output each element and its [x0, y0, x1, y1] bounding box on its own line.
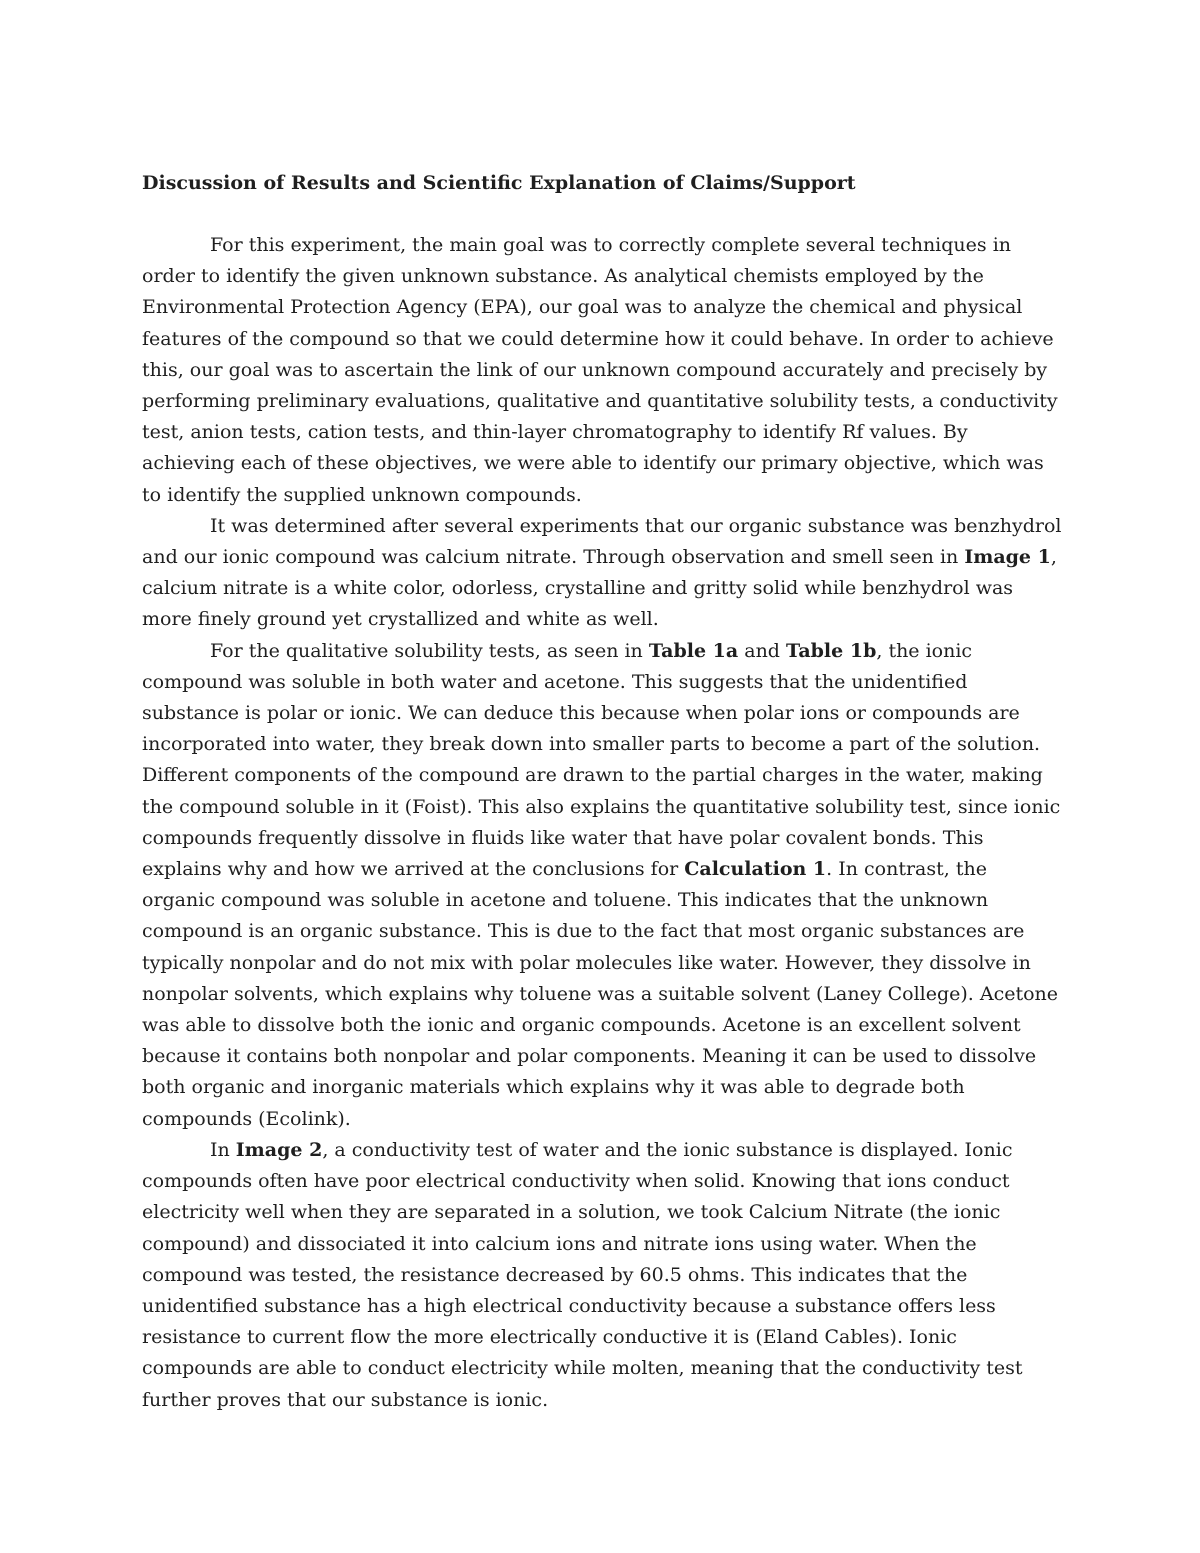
bold-reference: Table 1a: [648, 639, 739, 662]
bold-reference: Table 1b: [786, 639, 877, 662]
bold-reference: Calculation 1: [684, 858, 827, 881]
paragraph-text: For this experiment, the main goal was to correctly complete several techniques in order to identify the given unknown substance. As analytical chemists employed by the Environmental Protection Agency (EPA), our goal was to analyze the chemical and physical features of the compound so that we could determine how it could behave. In order to achieve this, our goal was to ascertain the link of our unknown compound accurately and precisely by performing preliminary evaluations, qualitative and quantitative solubility tests, a conductivity test, anion tests, cation tests, and thin-layer chromatography to identify Rf values. By achieving each of these objectives, we were able to identify our primary objective, which was to identify the supplied unknown compounds.: [142, 234, 1058, 506]
document-page: [142, 168, 1062, 1416]
paragraph-text: For the qualitative solubility tests, as seen in: [210, 639, 649, 662]
bold-reference: Image 2: [235, 1138, 323, 1161]
paragraph-text: , a conductivity test of water and the ionic substance is displayed. Ionic compounds often have poor electrical conductivity when solid. Knowing that ions conduct electricity well when they are separated in a solution, we took Calcium Nitrate (the ionic compound) and dissociated it into calcium ions and nitrate ions using water. When the compound was tested, the resistance decreased by 60.5 ohms. This indicates that the unidentified substance has a high electrical conductivity because a substance offers less resistance to current flow the more electrically conductive it is (Eland Cables). Ionic compounds are able to conduct electricity while molten, meaning that the conductivity test further proves that our substance is ionic.: [142, 1138, 1023, 1411]
paragraph-text: and: [738, 639, 787, 662]
paragraph-text: . In contrast, the organic compound was soluble in acetone and toluene. This indicates that the unknown compound is an organic substance. This is due to the fact that most organic substances are typically nonpolar and do not mix with polar molecules like water. However, they dissolve in nonpolar solvents, which explains why toluene was a suitable solvent (Laney College). Acetone was able to dissolve both the ionic and organic compounds. Acetone is an excellent solvent because it contains both nonpolar and polar components. Meaning it can be used to dissolve both organic and inorganic materials which explains why it was able to degrade both compounds (Ecolink).: [142, 858, 1059, 1130]
paragraph-text: In: [210, 1138, 236, 1161]
body-paragraph: [142, 230, 1062, 511]
section-heading: Discussion of Results and Scientific Explanation of Claims/Support: [142, 172, 856, 194]
document-body: [142, 230, 1062, 1416]
paragraph-text: , calcium nitrate is a white color, odorless, crystalline and gritty solid while benzhydrol was more finely ground yet crystallized and white as well.: [142, 546, 1057, 631]
paragraph-text: It was determined after several experiments that our organic substance was benzhydrol and our ionic compound was calcium nitrate. Through observation and smell seen in: [142, 514, 1062, 569]
bold-reference: Image 1: [964, 546, 1051, 569]
body-paragraph: [142, 636, 1062, 1135]
paragraph-text: , the ionic compound was soluble in both water and acetone. This suggests that the unidentified substance is polar or ionic. We can deduce this because when polar ions or compounds are incorporated into water, they break down into smaller parts to become a part of the solution. Different components of the compound are drawn to the partial charges in the water, making the compound soluble in it (Foist). This also explains the quantitative solubility test, since ionic compounds frequently dissolve in fluids like water that have polar covalent bonds. This explains why and how we arrived at the conclusions for: [142, 639, 1061, 881]
body-paragraph: [142, 511, 1062, 636]
body-paragraph: [142, 1135, 1062, 1416]
